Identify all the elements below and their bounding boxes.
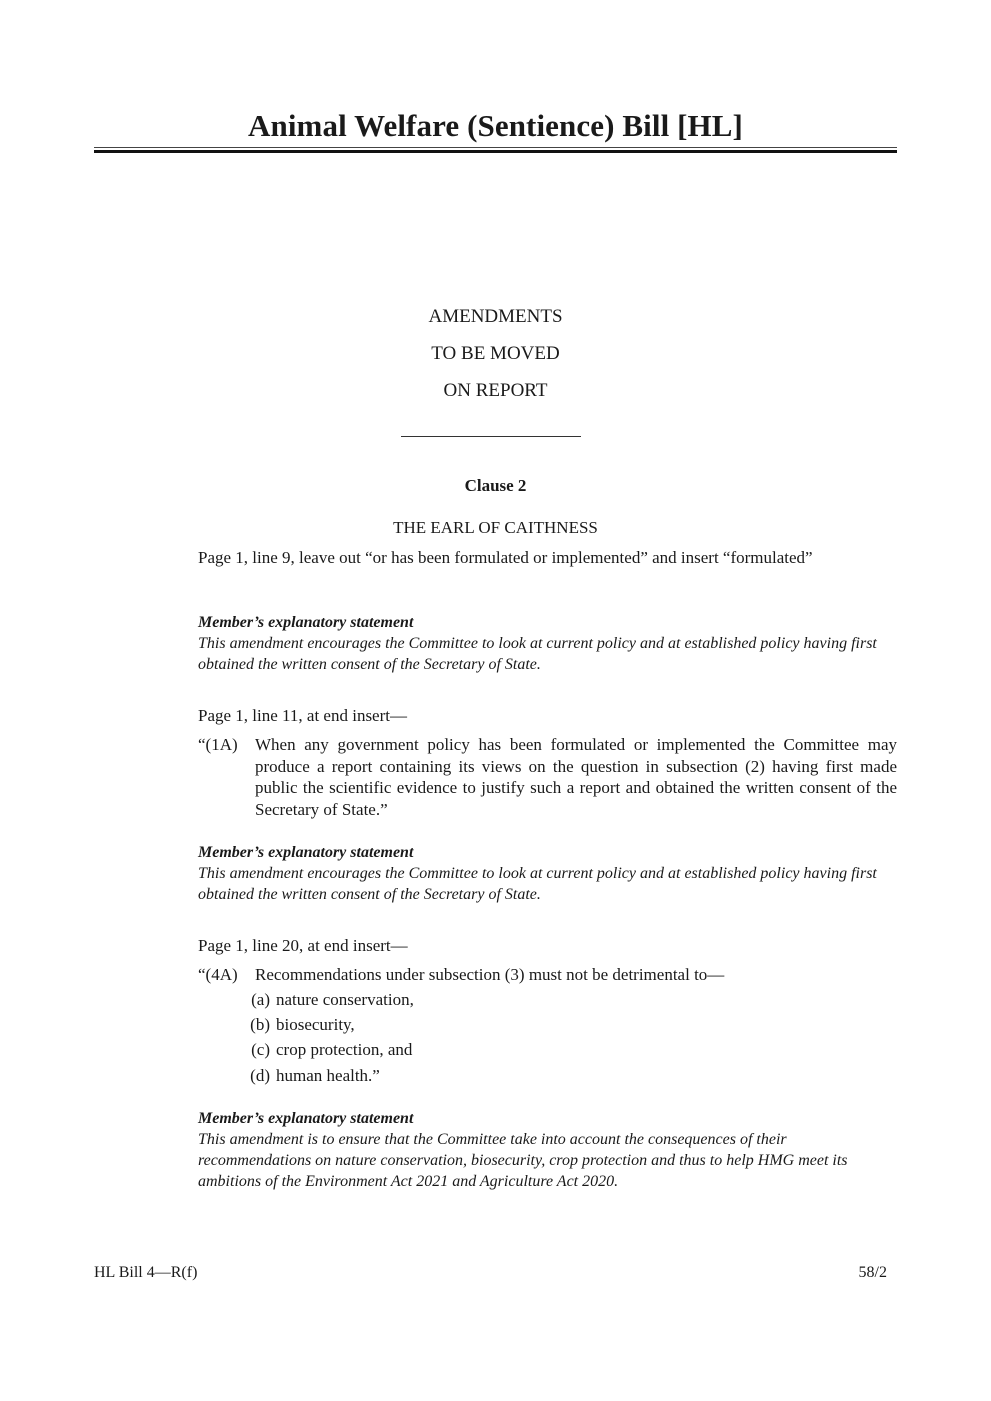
item-label: (b)	[250, 1015, 270, 1034]
page-reference: 58/2	[858, 1264, 887, 1281]
section-divider	[401, 436, 581, 437]
statement-text: This amendment encourages the Committee to look at current policy and at established policy having first obtained the written consent of the Secretary of State.	[198, 865, 877, 903]
item-text: human health.”	[276, 1066, 380, 1085]
bill-reference: HL Bill 4—R(f)	[94, 1264, 198, 1281]
item-text: crop protection, and	[276, 1040, 413, 1059]
item-text: nature conservation,	[276, 990, 414, 1009]
statement-heading: Member’s explanatory statement	[198, 614, 414, 631]
item-label: (a)	[251, 990, 270, 1009]
amendment-1-explanatory-statement	[198, 612, 897, 675]
item-label: (d)	[250, 1066, 270, 1085]
clause-heading: Clause 2	[464, 476, 527, 495]
subsection-number: “(1A)	[198, 735, 238, 754]
list-item-c	[236, 1040, 412, 1060]
list-item-d	[236, 1066, 380, 1086]
amendment-1-instruction: Page 1, line 9, leave out “or has been formulated or implemented” and insert “formulated”	[198, 548, 813, 567]
title-rule-thin	[94, 147, 897, 148]
amendment-2-instruction: Page 1, line 11, at end insert—	[198, 706, 407, 725]
amendment-3-explanatory-statement	[198, 1108, 897, 1192]
heading-to-be-moved: TO BE MOVED	[431, 343, 560, 364]
heading-on-report: ON REPORT	[443, 380, 548, 401]
subsection-number: “(4A)	[198, 965, 238, 984]
statement-text: This amendment encourages the Committee to look at current policy and at established policy having first obtained the written consent of the Secretary of State.	[198, 635, 877, 673]
list-item-a	[236, 990, 414, 1010]
item-text: biosecurity,	[276, 1015, 355, 1034]
statement-heading: Member’s explanatory statement	[198, 1110, 414, 1127]
statement-heading: Member’s explanatory statement	[198, 844, 414, 861]
list-item-b	[236, 1015, 355, 1035]
amendment-2-explanatory-statement	[198, 842, 897, 905]
statement-text: This amendment is to ensure that the Committee take into account the consequences of their recommendations on nature conservation, biosecurity, crop protection and thus to help HMG meet its ambitions of the Environment Act 2021 and Agriculture Act 2020.	[198, 1131, 848, 1190]
mover-name: THE EARL OF CAITHNESS	[393, 518, 598, 537]
subsection-text: When any government policy has been formulated or implemented the Committee may produce a report containing its views on the question in subsection (2) having first made public the scientific evidence to justify such a report and obtained the written consent of the Secretary of State.”	[255, 735, 897, 819]
amendment-3-instruction: Page 1, line 20, at end insert—	[198, 936, 408, 955]
title-rule-thick	[94, 150, 897, 153]
item-label: (c)	[251, 1040, 270, 1059]
subsection-text: Recommendations under subsection (3) must not be detrimental to—	[255, 965, 725, 984]
amendment-3-subsection	[198, 964, 897, 986]
document-title: Animal Welfare (Sentience) Bill [HL]	[248, 108, 743, 143]
heading-amendments: AMENDMENTS	[428, 306, 563, 327]
amendment-2-subsection	[198, 734, 897, 820]
